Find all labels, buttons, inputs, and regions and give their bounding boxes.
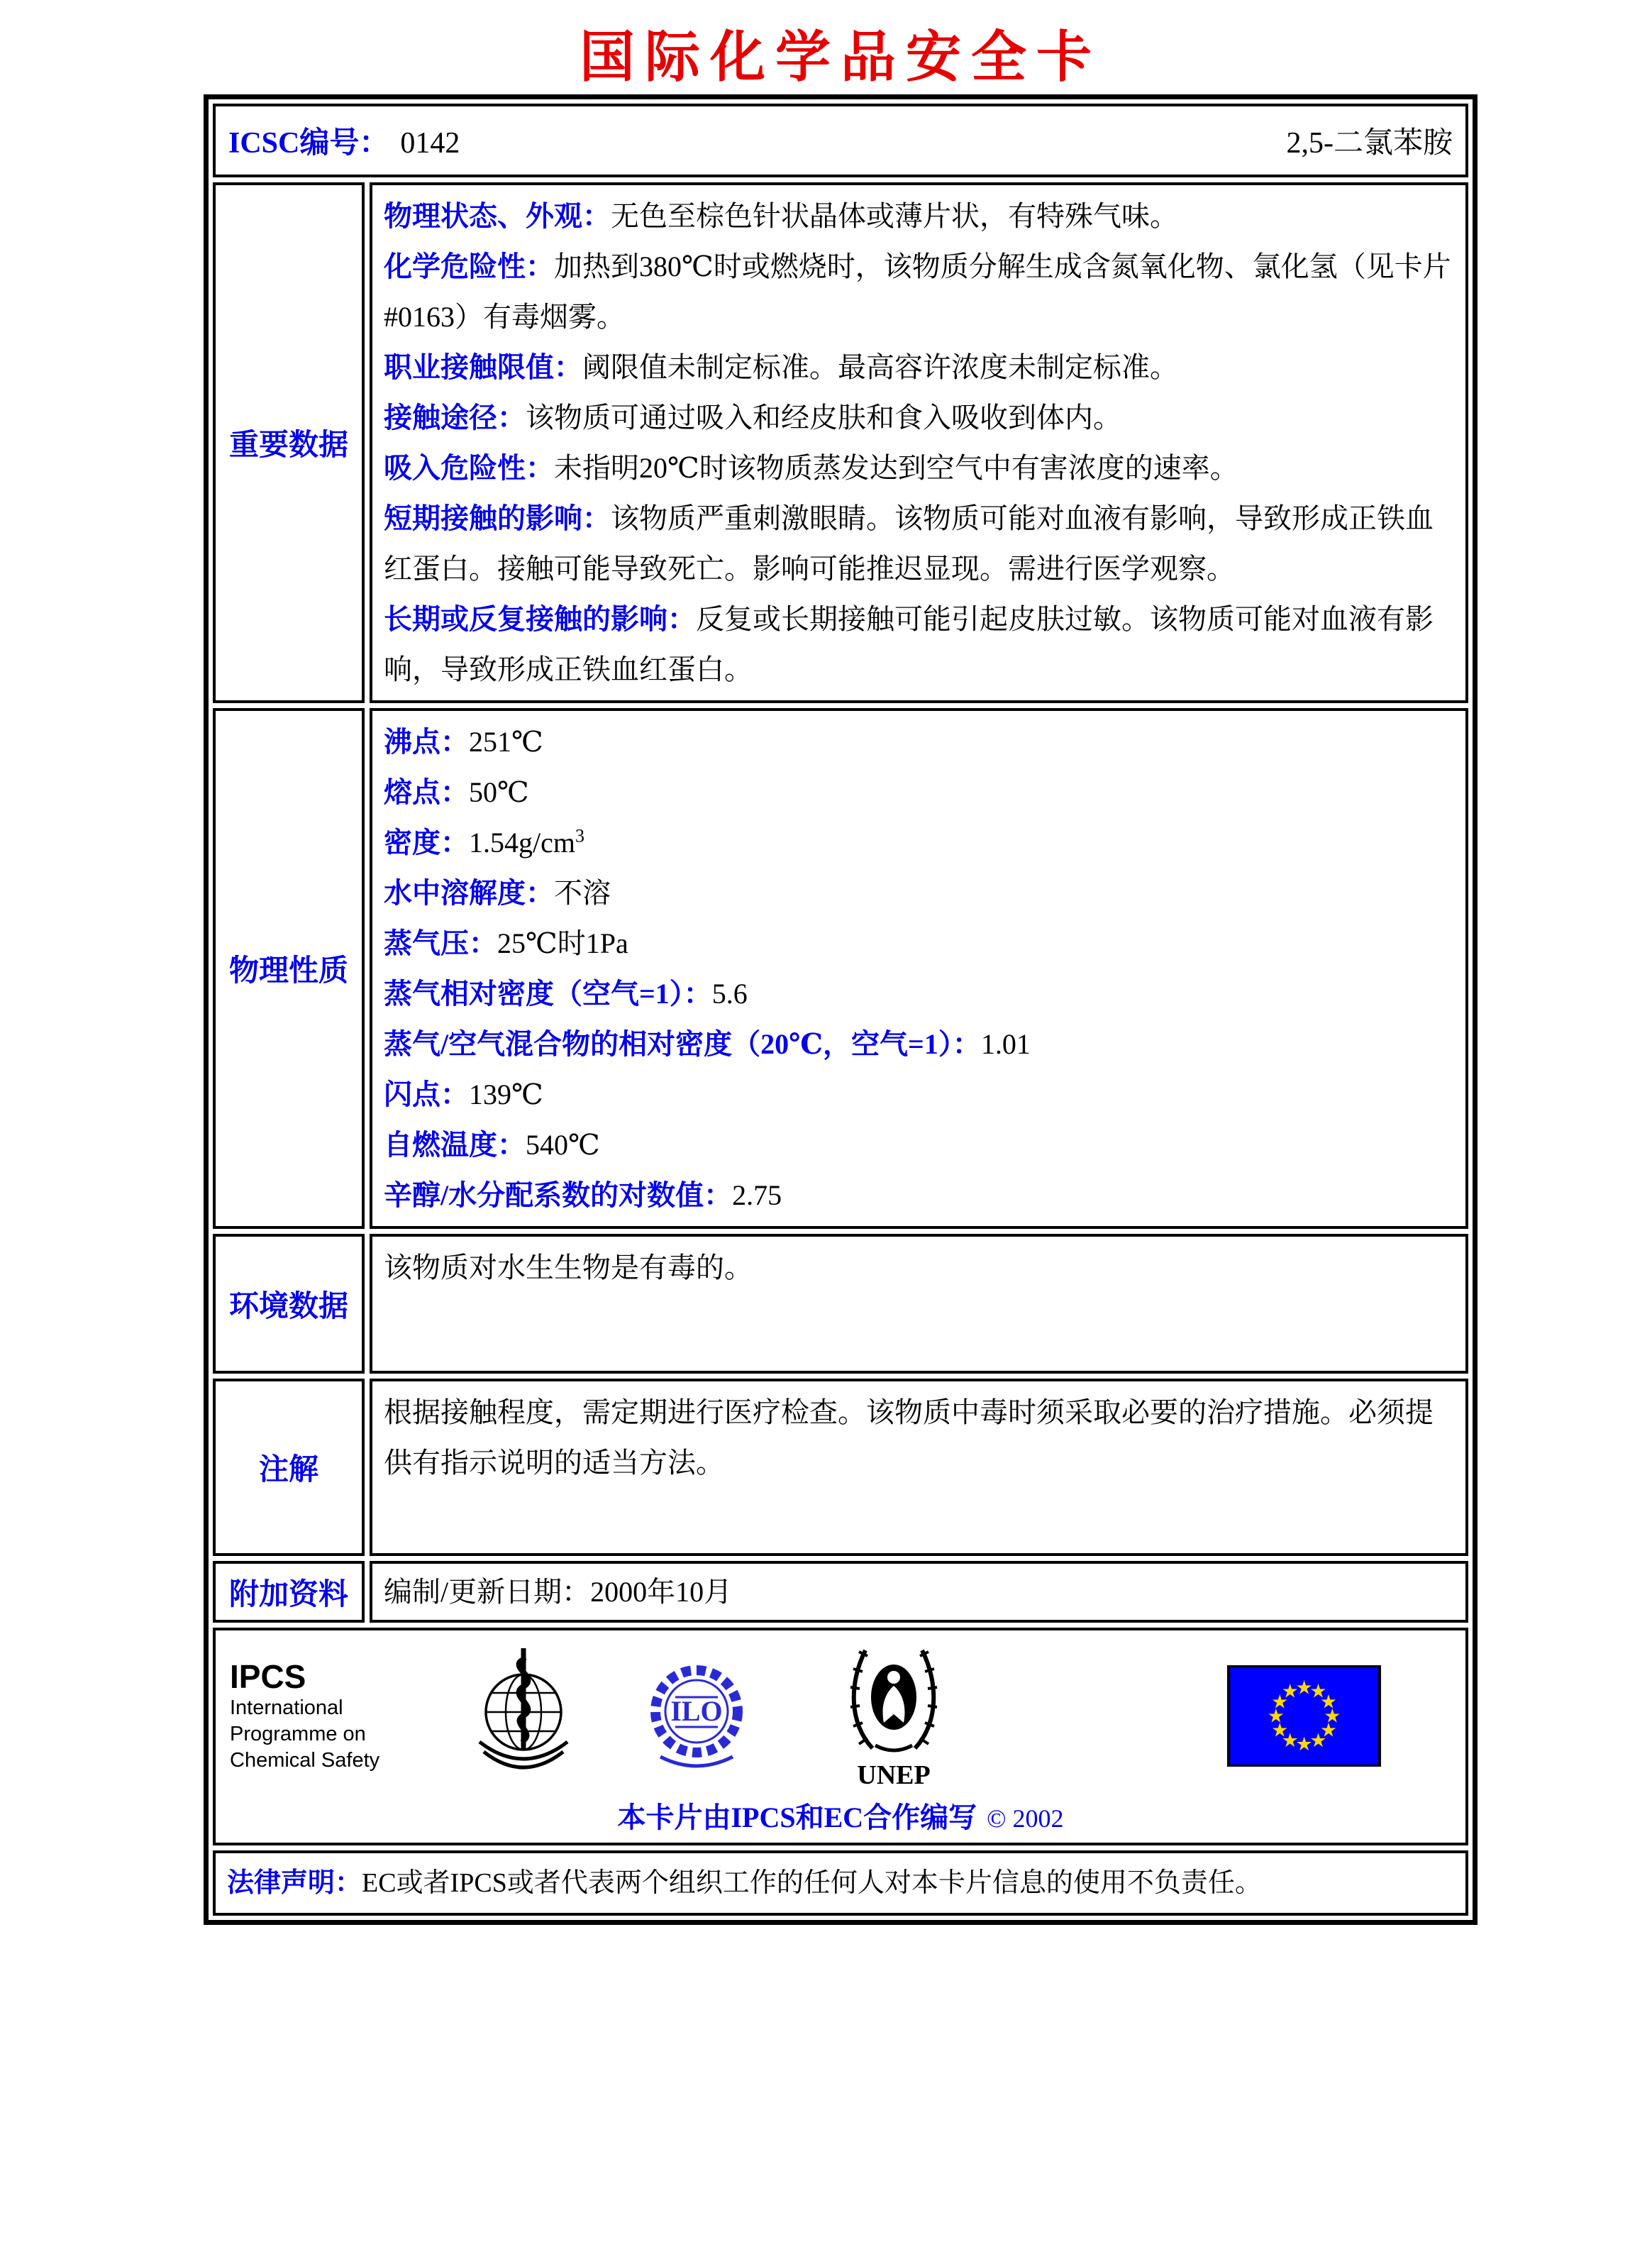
svg-text:★: ★ [1295,1677,1313,1699]
unep-logo-icon [844,1640,943,1791]
svg-text:★: ★ [1319,1691,1337,1713]
property-value: 25℃时1Pa [497,927,628,959]
ipcs-subtitle-line2: Programme on [230,1722,366,1745]
property-entry [384,1120,1454,1170]
section-label-additional-info: 附加资料 [213,1561,365,1623]
section-important-data [213,182,1468,703]
property-value: 1.01 [980,1028,1031,1060]
property-term: 蒸气相对密度（空气=1）： [384,978,712,1010]
property-term: 蒸气压： [384,927,497,959]
property-term: 物理状态、外观： [384,200,611,232]
svg-text:★: ★ [1281,1729,1299,1751]
property-value: 编制/更新日期：2000年10月 [384,1576,733,1608]
property-entry [384,443,1454,493]
section-label-physical-properties: 物理性质 [213,708,365,1229]
property-entry [384,342,1454,392]
property-entry [384,817,1454,868]
property-entry [384,1242,1454,1293]
ipcs-subtitle-line3: Chemical Safety [230,1748,380,1772]
property-value: 50℃ [469,776,529,808]
svg-text:★: ★ [1309,1680,1327,1702]
property-entry [384,191,1454,241]
svg-text:★: ★ [1267,1704,1285,1726]
property-entry [384,1567,1454,1617]
property-term: 长期或反复接触的影响： [384,603,696,635]
section-environmental-data [213,1234,1468,1374]
ipcs-block [230,1658,407,1774]
property-entry [384,392,1454,443]
footer-logos-row [213,1628,1468,1845]
legal-notice-text: EC或者IPCS或者代表两个组织工作的任何人对本卡片信息的使用不负责任。 [362,1868,1262,1898]
copyright-text: © 2002 [987,1804,1064,1833]
icsc-card [204,94,1478,1925]
property-value: 阈限值未制定标准。最高容许浓度未制定标准。 [582,351,1178,383]
section-content-physical-properties [370,708,1468,1229]
property-term: 吸入危险性： [384,452,554,484]
property-entry [384,1387,1454,1488]
property-value: 无色至棕色针状晶体或薄片状，有特殊气味。 [611,200,1178,232]
property-entry [384,918,1454,968]
property-term: 闪点： [384,1078,469,1110]
property-entry [384,968,1454,1019]
icsc-number [228,119,460,162]
property-entry [384,1069,1454,1120]
property-value: 该物质可通过吸入和经皮肤和食入吸收到体内。 [526,402,1121,434]
property-value: 不溶 [554,877,611,909]
ipcs-title: IPCS [230,1657,306,1695]
page-title: 国际化学品安全卡 [579,26,1102,88]
legal-notice-row [213,1850,1468,1916]
section-physical-properties [213,708,1468,1229]
who-logo-icon [470,1644,577,1787]
property-term: 自燃温度： [384,1129,526,1161]
property-value: 2.75 [732,1179,782,1211]
section-label-important-data: 重要数据 [213,182,365,703]
property-entry [384,493,1454,594]
property-value: 反复或长期接触可能引起皮肤过敏。该物质可能对血液有影响，导致形成正铁血红蛋白。 [384,603,1434,685]
cooperation-caption-text: 本卡片由IPCS和EC合作编写 [617,1801,977,1833]
property-entry [384,1019,1454,1069]
unep-logo-text: UNEP [857,1760,931,1790]
property-term: 熔点： [384,776,469,808]
property-value-superscript: 3 [575,825,584,846]
cooperation-caption [230,1795,1451,1836]
svg-text:★: ★ [1309,1729,1327,1751]
property-entry [384,868,1454,918]
property-entry [384,594,1454,695]
property-entry [384,717,1454,767]
property-term: 蒸气/空气混合物的相对密度（20℃，空气=1）： [384,1028,981,1060]
svg-text:★: ★ [1281,1680,1299,1702]
property-value: 139℃ [469,1078,543,1110]
property-term: 水中溶解度： [384,877,554,909]
section-content-additional-info [370,1561,1468,1623]
section-label-environmental-data: 环境数据 [213,1234,365,1374]
section-content-important-data [370,182,1468,703]
property-entry [384,241,1454,342]
section-content-environmental-data [370,1234,1468,1374]
property-entry [384,1170,1454,1220]
property-entry [384,767,1454,817]
chemical-name: 2,5-二氯苯胺 [1286,127,1453,160]
property-value: 加热到380℃时或燃烧时，该物质分解生成含氮氧化物、氯化氢（见卡片#0163）有毒烟雾。 [384,250,1451,333]
ipcs-subtitle-line1: International [230,1696,343,1719]
property-value: 540℃ [526,1129,600,1161]
card-header-row [213,104,1468,177]
property-term: 化学危险性： [384,250,554,282]
property-value: 该物质对水生生物是有毒的。 [384,1252,753,1284]
property-term: 沸点： [384,726,469,758]
property-term: 接触途径： [384,402,526,434]
property-term: 密度： [384,827,469,859]
property-value: 5.6 [711,978,748,1010]
section-content-notes [370,1379,1468,1556]
icsc-number-value: 0142 [400,127,460,160]
property-value: 未指明20℃时该物质蒸发达到空气中有害浓度的速率。 [554,452,1238,484]
property-value: 根据接触程度，需定期进行医疗检查。该物质中毒时须采取必要的治疗措施。必须提供有指示说明的适当方法。 [384,1396,1434,1479]
ilo-logo-text: ILO [670,1695,723,1727]
section-notes [213,1379,1468,1556]
svg-text:★: ★ [1295,1733,1313,1755]
property-value: 251℃ [469,726,543,758]
section-label-notes: 注解 [213,1379,365,1556]
eu-flag-icon [1227,1665,1381,1767]
svg-text:★: ★ [1271,1691,1289,1713]
legal-notice-label: 法律声明： [227,1868,362,1898]
property-value: 1.54g/cm [469,827,575,859]
svg-text:★: ★ [1319,1718,1337,1740]
svg-text:★: ★ [1271,1718,1289,1740]
property-value: 该物质严重刺激眼睛。该物质可能对血液有影响，导致形成正铁血红蛋白。接触可能导致死亡。影响可能推迟显现。需进行医学观察。 [384,502,1434,585]
property-term: 辛醇/水分配系数的对数值： [384,1179,733,1211]
section-additional-info [213,1561,1468,1623]
property-term: 短期接触的影响： [384,502,611,534]
logos-strip [230,1640,1451,1791]
svg-text:★: ★ [1324,1704,1341,1726]
property-term: 职业接触限值： [384,351,582,383]
ilo-logo-icon [645,1653,748,1778]
icsc-number-label: ICSC编号： [228,127,389,160]
